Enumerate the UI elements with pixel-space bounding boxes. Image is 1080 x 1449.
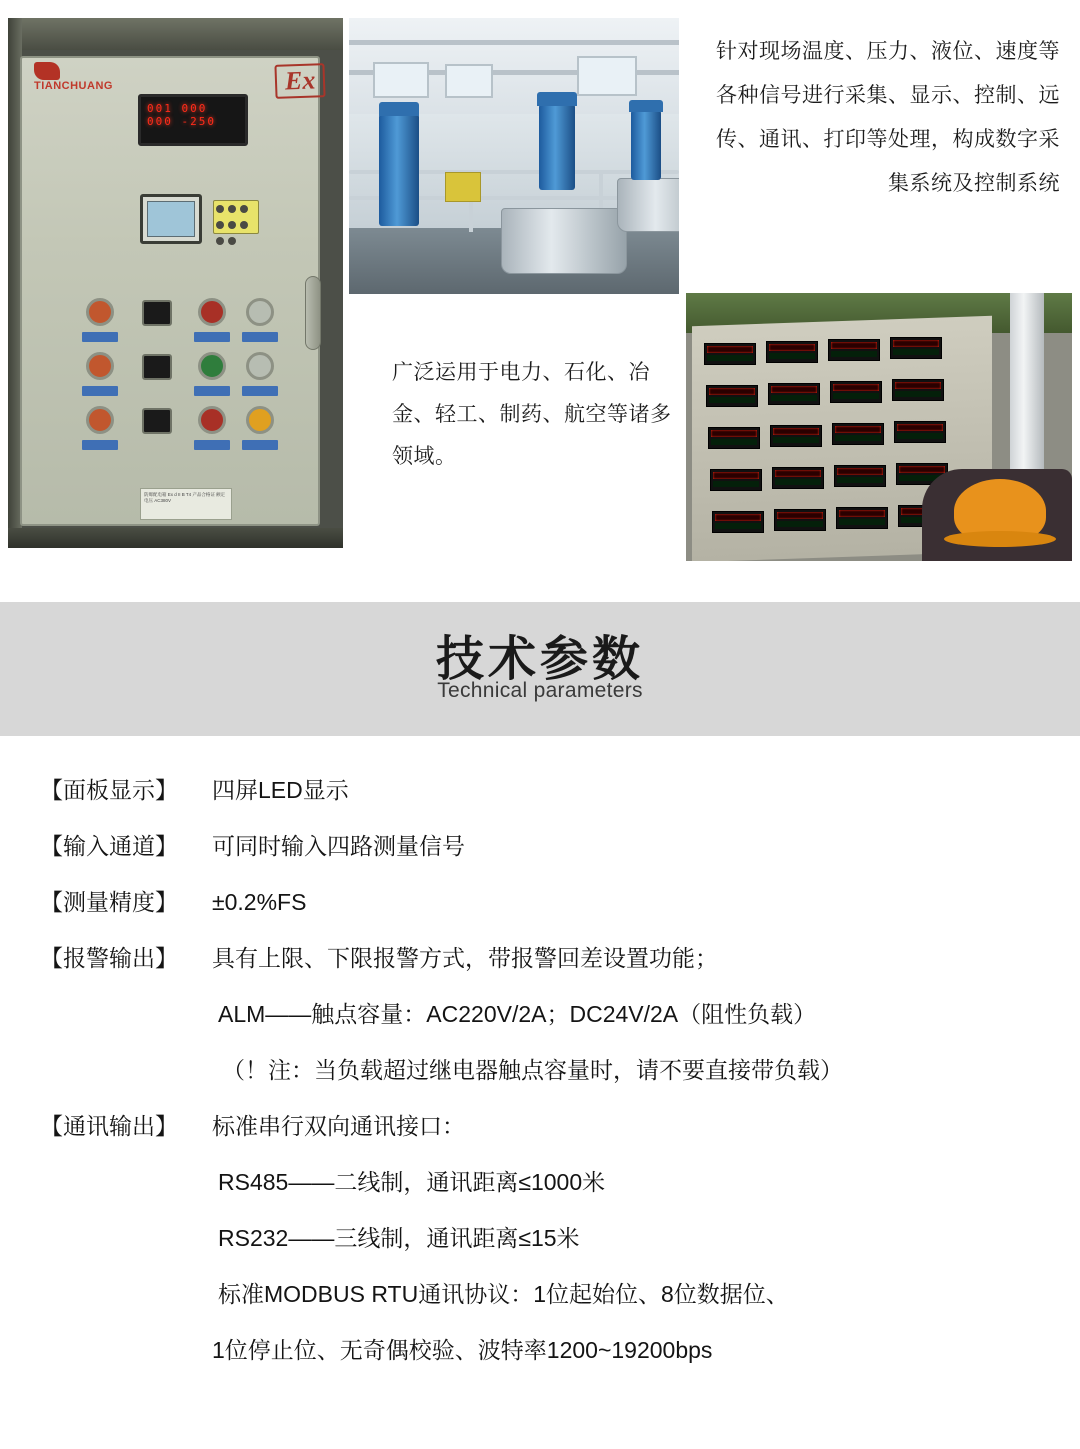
spec-row bbox=[0, 1098, 1080, 1154]
push-button-amber[interactable] bbox=[246, 406, 274, 434]
push-button-grey[interactable] bbox=[246, 352, 274, 380]
tank-motor-cap bbox=[379, 102, 419, 116]
panel-meter bbox=[892, 379, 944, 401]
meter-lower-digits bbox=[711, 439, 757, 445]
factory-window bbox=[577, 56, 637, 96]
spec-value: 四屏LED显示 bbox=[212, 777, 349, 803]
section-title-en: Technical parameters bbox=[437, 679, 643, 703]
panel-meter bbox=[890, 337, 942, 359]
ceiling-beam bbox=[349, 40, 679, 45]
factory-window bbox=[445, 64, 493, 98]
meter-lower-digits bbox=[897, 433, 943, 439]
meter-lower-digits bbox=[771, 395, 817, 401]
tank-motor-cap bbox=[629, 100, 663, 112]
terminal-screw-icon bbox=[216, 205, 224, 213]
led-display-panel bbox=[138, 94, 248, 146]
terminal-screw-icon bbox=[228, 221, 236, 229]
cabinet-door-handle[interactable] bbox=[305, 276, 321, 350]
spec-key: 【面板显示】 bbox=[40, 777, 178, 803]
meter-upper-digits bbox=[771, 386, 817, 393]
technical-parameters-list bbox=[0, 762, 1080, 1378]
mixing-tank bbox=[617, 178, 679, 232]
tank-motor-cap bbox=[537, 92, 577, 106]
lcd-screen bbox=[140, 194, 202, 244]
push-button-orange[interactable] bbox=[86, 298, 114, 326]
meter-lower-digits bbox=[773, 437, 819, 443]
meter-upper-digits bbox=[773, 428, 819, 435]
spec-continuation: RS485——二线制，通讯距离≤1000米 bbox=[218, 1169, 606, 1195]
button-label-plate bbox=[242, 386, 278, 396]
meter-lower-digits bbox=[715, 523, 761, 529]
led-line-2: 000 -250 bbox=[147, 115, 216, 128]
button-label-plate bbox=[194, 386, 230, 396]
meter-upper-digits bbox=[839, 510, 885, 517]
panel-meter bbox=[836, 507, 888, 529]
brand-logo bbox=[34, 62, 130, 92]
spec-row bbox=[0, 762, 1080, 818]
panel-meter bbox=[774, 509, 826, 531]
button-label-plate bbox=[194, 440, 230, 450]
meter-upper-digits bbox=[713, 472, 759, 479]
panel-meter bbox=[710, 469, 762, 491]
logo-mark-icon bbox=[34, 62, 60, 80]
tank-motor bbox=[539, 104, 575, 190]
tank-motor bbox=[631, 110, 661, 180]
meter-lower-digits bbox=[707, 355, 753, 361]
button-label-plate bbox=[82, 332, 118, 342]
section-title-cn: 技术参数 bbox=[435, 632, 644, 686]
tank-motor bbox=[379, 114, 419, 226]
meter-upper-digits bbox=[895, 382, 941, 389]
button-label-plate bbox=[242, 332, 278, 342]
selector-switch[interactable] bbox=[142, 300, 172, 326]
brand-logo-text: TIANCHUANG bbox=[34, 80, 113, 92]
spec-continuation: 标准MODBUS RTU通讯协议：1位起始位、8位数据位、 bbox=[218, 1281, 789, 1307]
instrument-meter-wall-photo bbox=[686, 293, 1072, 561]
certification-sticker: 防爆配电箱 Ex d II B T4 产品合格证 额定电压 AC380V bbox=[140, 488, 232, 520]
meter-upper-digits bbox=[715, 514, 761, 521]
terminal-screw-icon bbox=[240, 205, 248, 213]
mixing-tank bbox=[501, 208, 627, 274]
panel-meter bbox=[772, 467, 824, 489]
panel-meter bbox=[894, 421, 946, 443]
meter-lower-digits bbox=[835, 435, 881, 441]
meter-lower-digits bbox=[837, 477, 883, 483]
panel-meter bbox=[770, 425, 822, 447]
push-button-red[interactable] bbox=[198, 406, 226, 434]
push-button-grid bbox=[86, 298, 276, 448]
meter-upper-digits bbox=[769, 344, 815, 351]
terminal-screw-icon bbox=[216, 237, 224, 245]
spec-continuation: 1位停止位、无奇偶校验、波特率1200~19200bps bbox=[212, 1337, 713, 1363]
image-collage bbox=[0, 0, 1080, 600]
terminal-screw-icon bbox=[228, 205, 236, 213]
spec-value: 具有上限、下限报警方式，带报警回差设置功能； bbox=[212, 945, 718, 971]
meter-upper-digits bbox=[777, 512, 823, 519]
spec-key: 【测量精度】 bbox=[40, 889, 178, 915]
meter-lower-digits bbox=[833, 393, 879, 399]
meter-upper-digits bbox=[837, 468, 883, 475]
panel-meter bbox=[704, 343, 756, 365]
section-header-technical-parameters bbox=[0, 602, 1080, 736]
spec-key: 【输入通道】 bbox=[40, 833, 178, 859]
meter-lower-digits bbox=[895, 391, 941, 397]
meter-upper-digits bbox=[709, 388, 755, 395]
panel-meter bbox=[712, 511, 764, 533]
meter-lower-digits bbox=[893, 349, 939, 355]
factory-window bbox=[373, 62, 429, 98]
panel-meter bbox=[706, 385, 758, 407]
selector-switch[interactable] bbox=[142, 354, 172, 380]
feature-description-industries: 广泛运用于电力、石化、冶金、轻工、制药、航空等诸多领域。 bbox=[392, 361, 672, 468]
meter-upper-digits bbox=[833, 384, 879, 391]
meter-lower-digits bbox=[709, 397, 755, 403]
button-label-plate bbox=[242, 440, 278, 450]
terminal-screw-icon bbox=[240, 221, 248, 229]
spec-row bbox=[0, 874, 1080, 930]
meter-upper-digits bbox=[707, 346, 753, 353]
meter-upper-digits bbox=[775, 470, 821, 477]
push-button-grey[interactable] bbox=[246, 298, 274, 326]
meter-lower-digits bbox=[775, 479, 821, 485]
led-line-1: 001 000 bbox=[147, 102, 208, 115]
push-button-orange[interactable] bbox=[86, 406, 114, 434]
meter-upper-digits bbox=[893, 340, 939, 347]
factory-mixing-tanks-photo bbox=[349, 18, 679, 294]
button-label-plate bbox=[82, 386, 118, 396]
spec-continuation: RS232——三线制，通讯距离≤15米 bbox=[218, 1225, 580, 1251]
meter-lower-digits bbox=[831, 351, 877, 357]
selector-switch[interactable] bbox=[142, 408, 172, 434]
panel-meter bbox=[834, 465, 886, 487]
ex-rating-mark: Ex bbox=[274, 63, 325, 99]
push-button-green[interactable] bbox=[198, 352, 226, 380]
meter-upper-digits bbox=[831, 342, 877, 349]
button-label-plate bbox=[194, 332, 230, 342]
spec-value: 标准串行双向通讯接口： bbox=[212, 1113, 465, 1139]
lcd-inner-screen bbox=[147, 201, 195, 237]
meter-lower-digits bbox=[769, 353, 815, 359]
button-label-plate bbox=[82, 440, 118, 450]
terminal-screw-icon bbox=[216, 221, 224, 229]
meter-lower-digits bbox=[713, 481, 759, 487]
terminal-screw-icon bbox=[228, 237, 236, 245]
panel-meter bbox=[708, 427, 760, 449]
spec-key: 【报警输出】 bbox=[40, 945, 178, 971]
cabinet-frame-bottom bbox=[8, 528, 343, 548]
spec-key: 【通讯输出】 bbox=[40, 1113, 178, 1139]
panel-meter bbox=[832, 423, 884, 445]
cabinet-frame-top bbox=[8, 18, 343, 50]
spec-value: 可同时输入四路测量信号 bbox=[212, 833, 465, 859]
feature-description-signals: 针对现场温度、压力、液位、速度等各种信号进行采集、显示、控制、远传、通讯、打印等处理，构成数字采集系统及控制系统 bbox=[716, 40, 1060, 195]
push-button-red[interactable] bbox=[198, 298, 226, 326]
push-button-orange[interactable] bbox=[86, 352, 114, 380]
spec-row bbox=[0, 930, 1080, 986]
explosion-proof-control-cabinet-photo bbox=[8, 18, 343, 548]
panel-meter bbox=[828, 339, 880, 361]
spec-continuation: （！注：当负载超过继电器触点容量时，请不要直接带负载） bbox=[222, 1057, 843, 1083]
spec-value: ±0.2%FS bbox=[212, 889, 307, 915]
meter-upper-digits bbox=[897, 424, 943, 431]
terminal-block bbox=[213, 200, 259, 234]
meter-upper-digits bbox=[711, 430, 757, 437]
spec-continuation: ALM——触点容量：AC220V/2A；DC24V/2A（阻性负载） bbox=[218, 1001, 817, 1027]
meter-upper-digits bbox=[835, 426, 881, 433]
spec-row bbox=[0, 818, 1080, 874]
meter-upper-digits bbox=[899, 466, 945, 473]
panel-meter bbox=[766, 341, 818, 363]
panel-meter bbox=[768, 383, 820, 405]
hazard-label bbox=[445, 172, 481, 202]
safety-helmet bbox=[954, 479, 1046, 543]
panel-meter bbox=[830, 381, 882, 403]
meter-lower-digits bbox=[839, 519, 885, 525]
meter-lower-digits bbox=[777, 521, 823, 527]
